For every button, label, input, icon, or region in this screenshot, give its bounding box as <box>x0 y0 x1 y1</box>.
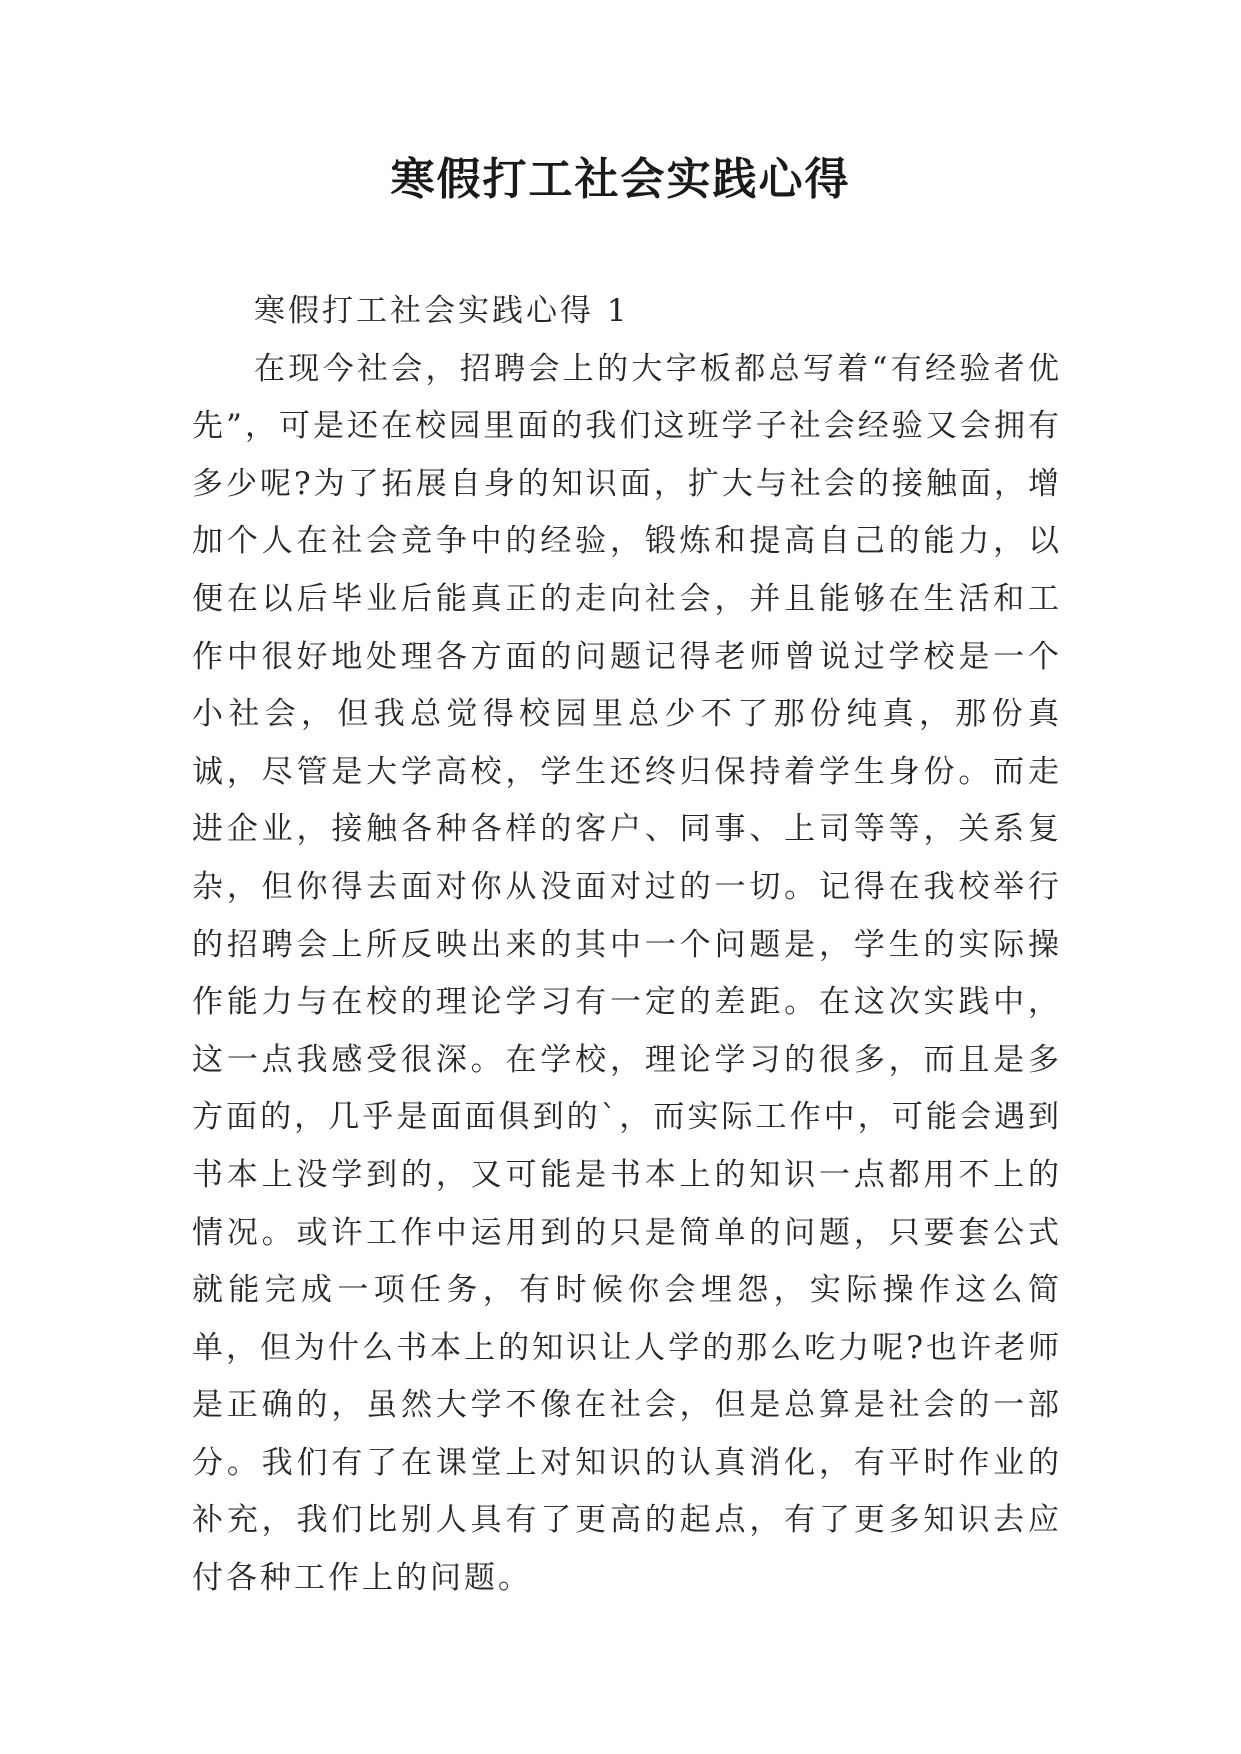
section-heading: 寒假打工社会实践心得 1 <box>254 293 630 329</box>
document-title: 寒假打工社会实践心得 <box>390 154 851 205</box>
body-paragraph: 在现今社会，招聘会上的大字板都总写着“有经验者优先”，可是还在校园里面的我们这班学子社会经验又会拥有多少呢?为了拓展自身的知识面，扩大与社会的接触面，增加个人在社会竞争中的经验，锻炼和提高自己的能力，以便在以后毕业后能真正的走向社会，并且能够在生活和工作中很好地处理各方面的问题记得老师曾说过学校是一个小社会，但我总觉得校园里总少不了那份纯真，那份真诚，尽管是大学高校，学生还终归保持着学生身份。而走进企业，接触各种各样的客户、同事、上司等等，关系复杂，但你得去面对你从没面对过的一切。记得在我校举行的招聘会上所反映出来的其中一个问题是，学生的实际操作能力与在校的理论学习有一定的差距。在这次实践中，这一点我感受很深。在学校，理论学习的很多，而且是多方面的，几乎是面面俱到的`，而实际工作中，可能会遇到书本上没学到的，又可能是书本上的知识一点都用不上的情况。或许工作中运用到的只是简单的问题，只要套公式就能完成一项任务，有时候你会埋怨，实际操作这么简单，但为什么书本上的知识让人学的那么吃力呢?也许老师是正确的，虽然大学不像在社会，但是总算是社会的一部分。我们有了在课堂上对知识的认真消化，有平时作业的补充，我们比别人具有了更高的起点，有了更多知识去应付各种工作上的问题。 <box>192 350 1062 1597</box>
document-body <box>192 283 1062 1608</box>
